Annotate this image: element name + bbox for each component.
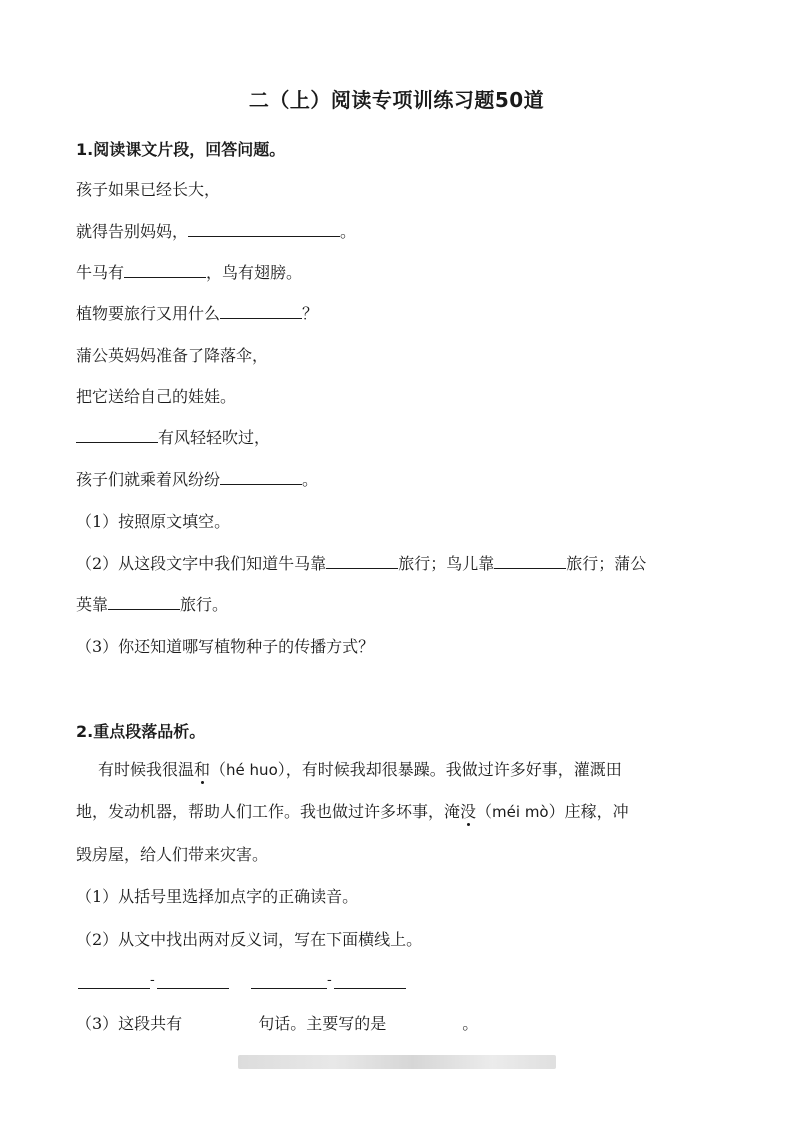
dotted-character: 和 (194, 757, 210, 780)
fill-blank[interactable] (220, 469, 302, 485)
question-text: 旅行；蒲公 (566, 554, 647, 573)
fill-blank[interactable] (326, 553, 398, 569)
antonym-blank-2a[interactable] (251, 988, 327, 989)
poem-line-2 (76, 219, 356, 242)
poem-text: 有风轻轻吹过， (158, 428, 271, 447)
poem-line-3 (76, 260, 302, 283)
poem-text: ？ (302, 304, 319, 323)
paragraph-line-2 (76, 799, 716, 822)
question-2-2: （2）从文中找出两对反义词，写在下面横线上。 (76, 930, 423, 949)
paragraph-text: ）庄稼，冲 (548, 802, 629, 821)
question-2-1: （1）从括号里选择加点字的正确读音。 (76, 887, 359, 906)
poem-line-4 (76, 301, 318, 324)
antonym-dash: - (327, 972, 332, 988)
question-text: 。 (462, 1014, 479, 1033)
fill-blank[interactable] (494, 553, 566, 569)
pinyin-options: méi mò (492, 803, 549, 821)
question-2-3 (76, 1011, 478, 1034)
poem-text: 。 (340, 222, 357, 241)
antonym-blank-2b[interactable] (334, 988, 406, 989)
fill-blank[interactable] (188, 221, 340, 237)
poem-line-1 (76, 177, 220, 200)
page-title: 二（上）阅读专项训练习题50道 (248, 88, 545, 112)
paragraph-text: 地，发动机器，帮助人们工作。我也做过许多坏事，淹 (76, 802, 461, 821)
question-text: （2）从这段文字中我们知道牛马靠 (76, 554, 327, 573)
antonym-dash: - (150, 972, 155, 988)
paragraph-text: ），有时候我却很暴躁。我做过许多好事，灌溉田 (277, 760, 622, 779)
section-1-heading: 1.阅读课文片段，回答问题。 (76, 140, 286, 159)
paragraph-text: 有时候我很温 (98, 760, 195, 779)
fill-blank[interactable] (108, 594, 180, 610)
antonym-blank-1b[interactable] (157, 988, 229, 989)
question-text: 句话。主要写的是 (258, 1014, 387, 1033)
question-text: 旅行；鸟儿靠 (398, 554, 495, 573)
paragraph-line-1 (98, 757, 738, 780)
poem-line-7 (76, 425, 270, 448)
fill-blank[interactable] (124, 262, 206, 278)
question-1-3: （3）你还知道哪写植物种子的传播方式？ (76, 637, 375, 656)
fill-blank[interactable] (76, 427, 158, 443)
poem-text: 蒲公英妈妈准备了降落伞， (76, 346, 269, 365)
blurred-footer-watermark (238, 1055, 556, 1069)
paragraph-text: （ (476, 802, 493, 821)
question-1-2 (76, 551, 646, 574)
poem-line-6 (76, 384, 236, 407)
poem-text: 把它送给自己的娃娃。 (76, 387, 237, 406)
question-text: （3）这段共有 (76, 1014, 183, 1033)
poem-text: 就得告别妈妈， (76, 222, 189, 241)
poem-text: 牛马有 (76, 263, 125, 282)
pinyin-options: hé huo (226, 761, 278, 779)
dotted-character: 没 (460, 799, 476, 822)
question-text: 英靠 (76, 595, 109, 614)
poem-text: 孩子们就乘着风纷纷 (76, 470, 221, 489)
paragraph-line-3: 毁房屋，给人们带来灾害。 (76, 845, 269, 864)
poem-line-5 (76, 343, 268, 366)
poem-text: 植物要旅行又用什么 (76, 304, 221, 323)
poem-text: 孩子如果已经长大， (76, 180, 221, 199)
poem-text: ，鸟有翅膀。 (206, 263, 303, 282)
poem-line-8 (76, 467, 318, 490)
fill-blank[interactable] (220, 303, 302, 319)
question-1-1: （1）按照原文填空。 (76, 512, 231, 531)
question-text: 旅行。 (180, 595, 229, 614)
paragraph-text: （ (210, 760, 227, 779)
poem-text: 。 (302, 470, 319, 489)
question-1-2-cont (76, 592, 228, 615)
section-2-heading: 2.重点段落品析。 (76, 722, 206, 741)
antonym-blank-1a[interactable] (78, 988, 150, 989)
